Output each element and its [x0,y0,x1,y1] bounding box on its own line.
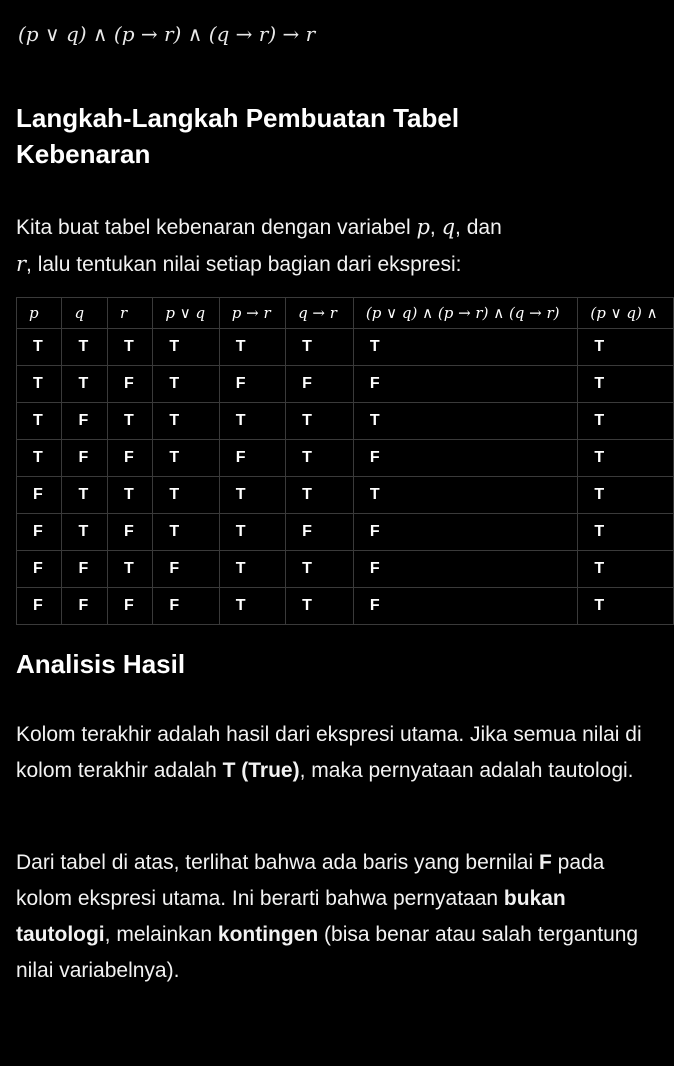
intro-sep-2: , dan [455,216,502,239]
table-cell: T [62,514,107,551]
table-cell: T [219,514,285,551]
header-formula: (p ∨ q) ∧ (p → r) ∧ (q → r) → r [18,22,316,46]
table-row [17,403,674,440]
var-p: p [416,215,430,239]
p2-bold-contingent: kontingen [217,923,319,946]
col-header-conjunction: (p ∨ q) ∧ (p → r) ∧ (q → r) [353,298,578,329]
col-header-r: r [107,298,152,329]
table-cell: T [62,477,107,514]
section-title-analysis: Analisis Hasil [16,649,186,679]
table-cell: F [17,477,62,514]
table-row [17,477,674,514]
col-header-p: p [17,298,62,329]
table-cell: F [17,514,62,551]
table-cell: T [578,588,674,625]
p1-bold-true: T (True) [222,759,300,782]
table-row [17,440,674,477]
table-cell: F [219,366,285,403]
table-body [17,329,674,625]
col-header-main-expression: (p ∨ q) ∧ [578,298,674,329]
table-cell: T [153,329,219,366]
table-cell: T [578,440,674,477]
var-q: q [441,215,456,239]
table-cell: T [107,477,152,514]
table-cell: T [578,477,674,514]
table-cell: T [17,403,62,440]
p2-text-d: (bisa benar atau salah tergantung nilai variabelnya). [16,923,639,982]
table-cell: T [286,440,354,477]
table-cell: T [353,403,578,440]
table-row [17,551,674,588]
table-cell: T [286,588,354,625]
table-cell: T [286,477,354,514]
table-cell: T [286,551,354,588]
p1-text-b: , maka pernyataan adalah tautologi. [299,759,634,782]
table-cell: F [107,588,152,625]
intro-paragraph [16,209,646,283]
table-cell: F [17,588,62,625]
table-cell: T [107,329,152,366]
table-cell: T [286,403,354,440]
table-cell: F [353,440,578,477]
table-row [17,514,674,551]
table-cell: T [353,329,578,366]
col-header-p-or-q: p ∨ q [153,298,219,329]
table-row [17,366,674,403]
table-cell: F [153,551,219,588]
table-cell: F [62,551,107,588]
p2-text-c: , melainkan [104,923,218,946]
table-cell: T [17,329,62,366]
table-cell: T [353,477,578,514]
table-cell: F [286,514,354,551]
table-cell: F [353,551,578,588]
table-cell: T [219,551,285,588]
intro-sep-1: , [429,216,442,239]
table-cell: F [107,514,152,551]
table-cell: T [153,403,219,440]
table-cell: T [578,551,674,588]
table-cell: T [219,588,285,625]
truth-table-scroll[interactable] [16,297,674,625]
table-row [17,588,674,625]
analysis-paragraph-1 [16,717,646,789]
table-cell: T [286,329,354,366]
table-cell: T [17,440,62,477]
section-title-steps: Langkah-Langkah Pembuatan Tabel Kebenaran [16,103,460,169]
table-cell: T [578,514,674,551]
intro-text-a: Kita buat tabel kebenaran dengan variabel [16,216,417,239]
table-row [17,329,674,366]
col-header-q-implies-r: q → r [286,298,354,329]
table-cell: T [62,366,107,403]
table-cell: T [153,477,219,514]
analysis-paragraph-2 [16,845,646,989]
table-cell: F [353,366,578,403]
table-cell: T [153,366,219,403]
table-cell: F [62,403,107,440]
p1-text-a: Kolom terakhir adalah hasil dari ekspresi utama. Jika semua nilai di kolom terakhir adalah [16,723,642,782]
table-cell: T [578,366,674,403]
table-cell: T [578,403,674,440]
var-r: r [16,252,27,276]
table-cell: F [107,440,152,477]
table-cell: T [219,403,285,440]
p2-bold-not-tautology: bukan tautologi [16,887,566,946]
table-cell: T [578,329,674,366]
p2-text-a: Dari tabel di atas, terlihat bahwa ada baris yang bernilai [16,851,539,874]
table-cell: F [62,588,107,625]
intro-text-b: , lalu tentukan nilai setiap bagian dari ekspresi: [26,253,462,276]
table-cell: F [107,366,152,403]
table-cell: T [62,329,107,366]
table-cell: T [107,403,152,440]
table-cell: F [353,588,578,625]
col-header-q: q [62,298,107,329]
table-cell: F [353,514,578,551]
table-cell: F [286,366,354,403]
table-cell: T [17,366,62,403]
table-cell: T [107,551,152,588]
table-cell: F [62,440,107,477]
table-cell: T [219,477,285,514]
table-cell: F [17,551,62,588]
table-cell: T [219,329,285,366]
table-cell: T [153,514,219,551]
col-header-p-implies-r: p → r [219,298,285,329]
truth-table [16,297,674,625]
table-header-row [17,298,674,329]
table-cell: F [219,440,285,477]
table-cell: F [153,588,219,625]
p2-text-b: pada kolom ekspresi utama. Ini berarti bahwa pernyataan [16,851,605,910]
p2-bold-f: F [538,851,552,874]
table-cell: T [153,440,219,477]
